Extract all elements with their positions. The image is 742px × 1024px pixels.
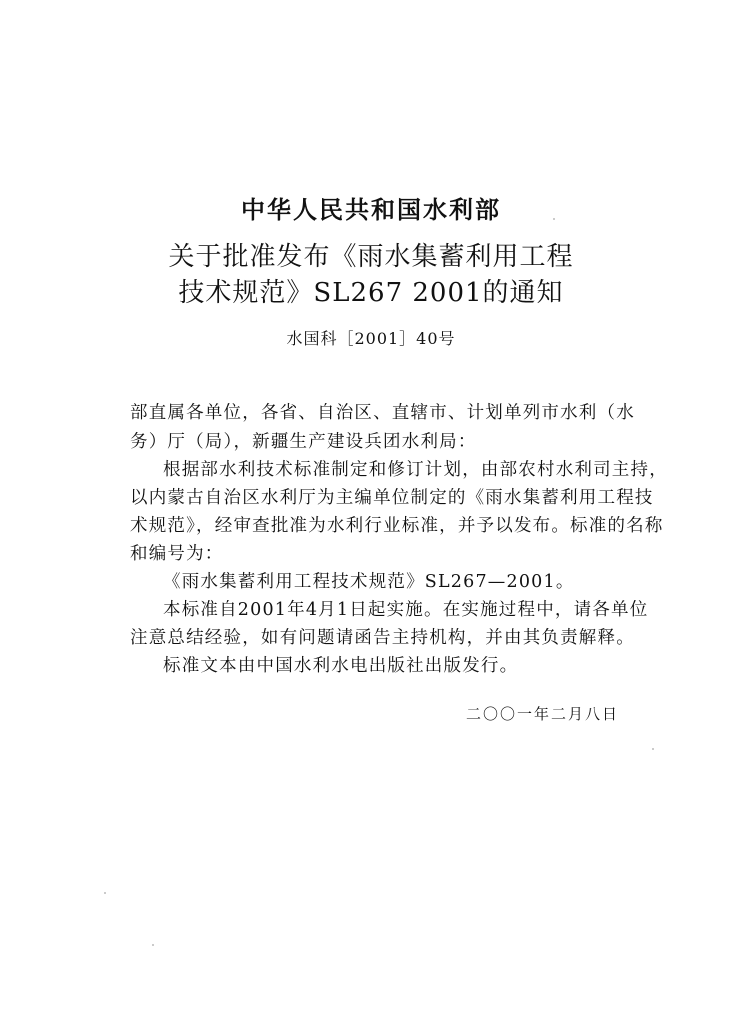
body-line: 根据部水利技术标准制定和修订计划，由部农村水利司主持， xyxy=(163,460,668,480)
issuer-heading: 中华人民共和国水利部 xyxy=(241,195,501,224)
scan-speck xyxy=(152,944,154,946)
body-line: 和编号为： xyxy=(130,544,224,564)
body-line: 标准文本由中国水利水电出版社出版发行。 xyxy=(163,656,519,676)
body-line: 务）厅（局），新疆生产建设兵团水利局： xyxy=(130,432,477,452)
body-line: 注意总结经验，如有问题请函告主持机构，并由其负责解释。 xyxy=(130,628,635,648)
issue-date: 二〇〇一年二月八日 xyxy=(466,705,620,723)
body-line: 本标准自2001年4月1日起实施。在实施过程中，请各单位 xyxy=(163,600,649,620)
document-number: 水国科［2001］40号 xyxy=(286,329,456,348)
scan-speck xyxy=(652,748,654,750)
body-line: 以内蒙古自治区水利厅为主编单位制定的《雨水集蓄利用工程技 xyxy=(130,488,654,508)
scan-speck xyxy=(553,218,555,220)
scan-speck xyxy=(104,892,106,894)
notice-title-line-2: 技术规范》SL267 2001的通知 xyxy=(178,278,564,308)
body-line: 《雨水集蓄利用工程技术规范》SL267—2001。 xyxy=(163,572,575,592)
body-line: 术规范》，经审查批准为水利行业标准，并予以发布。标准的名称 xyxy=(130,516,664,536)
body-line: 部直属各单位，各省、自治区、直辖市、计划单列市水利（水 xyxy=(130,403,635,423)
notice-title-line-1: 关于批准发布《雨水集蓄利用工程 xyxy=(168,242,574,272)
